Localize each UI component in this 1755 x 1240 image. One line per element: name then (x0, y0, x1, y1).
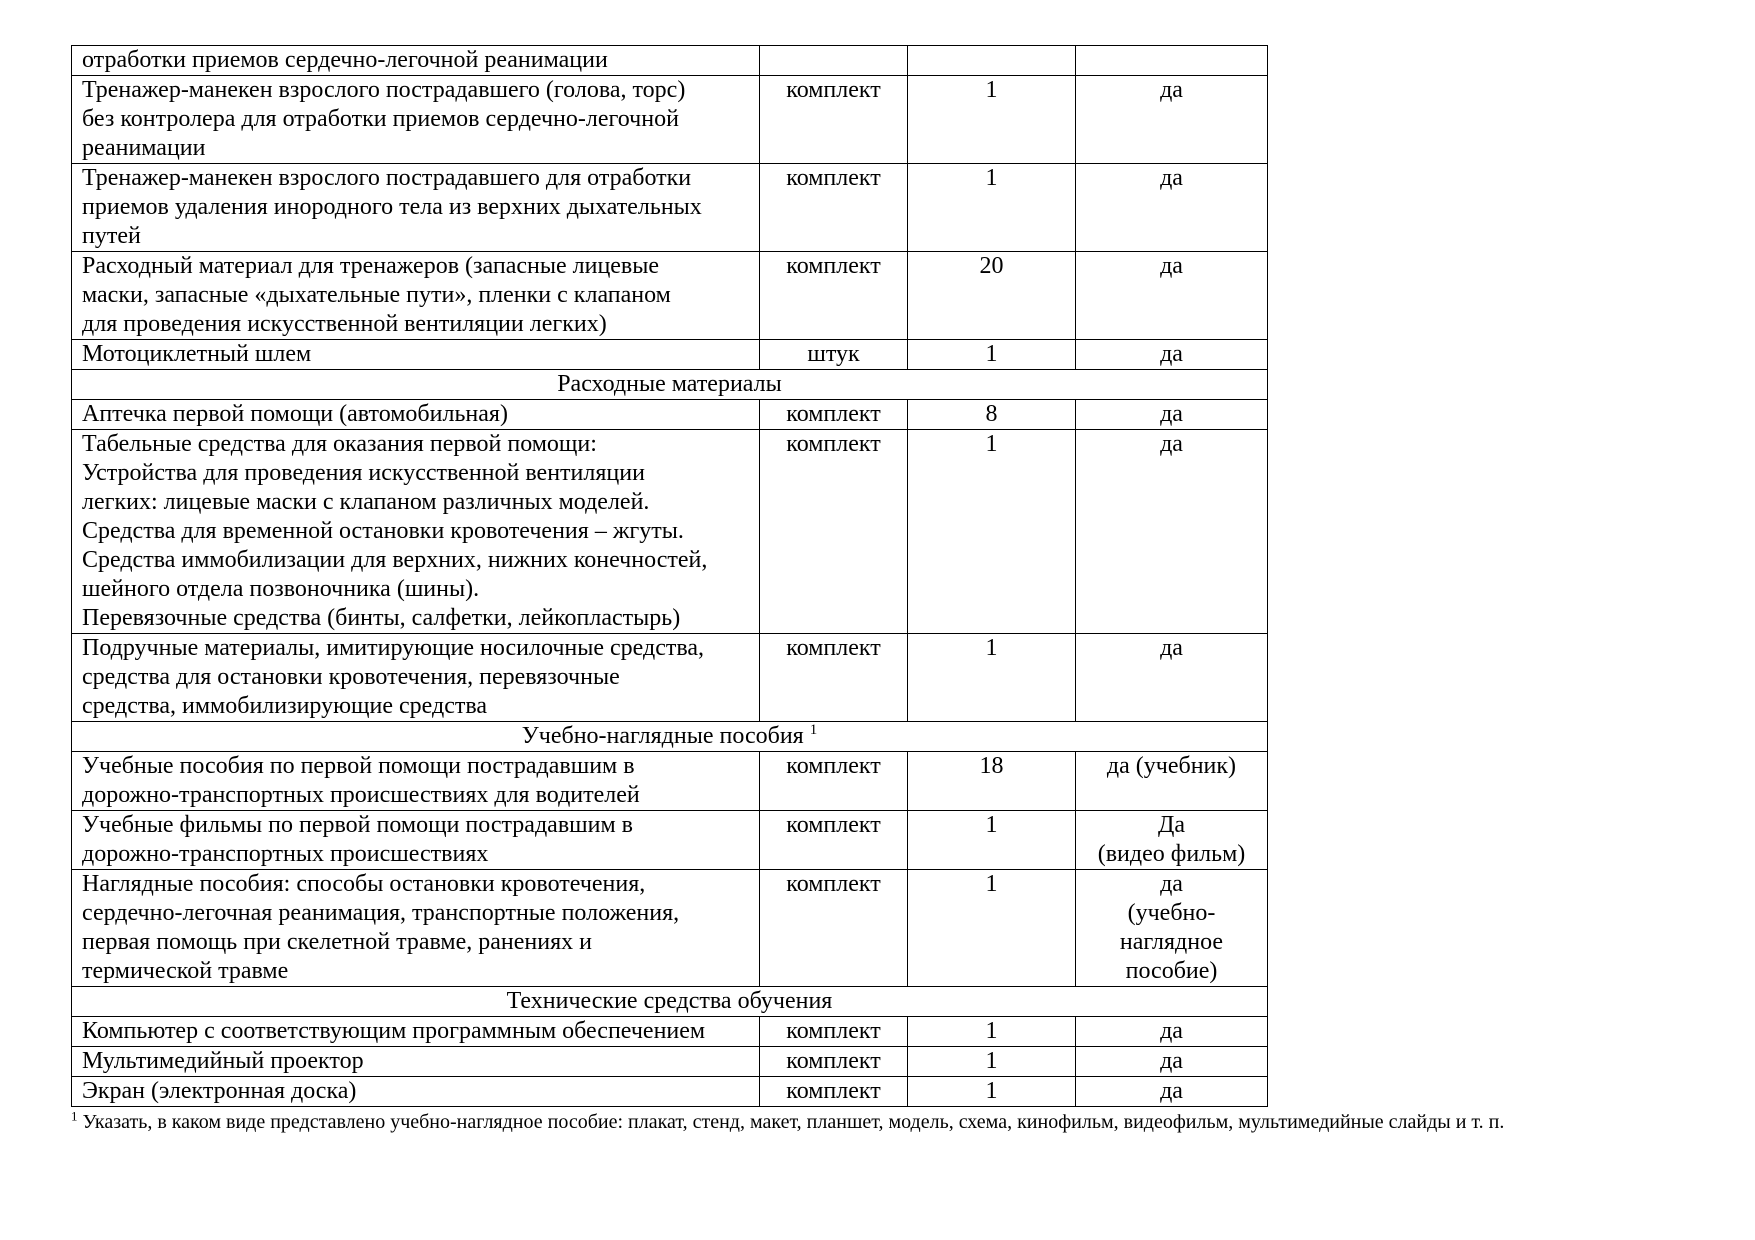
table-row (72, 811, 1268, 870)
quantity-cell: 1 (908, 1047, 1076, 1077)
quantity-cell: 20 (908, 252, 1076, 340)
unit-cell: комплект (760, 1047, 908, 1077)
availability-cell: да (1076, 164, 1268, 252)
section-row (72, 987, 1268, 1017)
item-name-cell: Наглядные пособия: способы остановки кровотечения, сердечно-легочная реанимация, транспортные положения, первая помощь при скелетной травме, ранениях и термической травме (72, 870, 760, 987)
unit-cell: комплект (760, 1017, 908, 1047)
quantity-cell: 1 (908, 870, 1076, 987)
equipment-table (71, 45, 1268, 1107)
quantity-cell: 1 (908, 1077, 1076, 1107)
unit-cell: штук (760, 340, 908, 370)
item-name-cell: Тренажер-манекен взрослого пострадавшего (голова, торс) без контролера для отработки приемов сердечно-легочной реанимации (72, 76, 760, 164)
footnote (71, 1110, 1731, 1134)
section-title-cell (72, 722, 1268, 752)
availability-cell: да (1076, 340, 1268, 370)
unit-cell: комплект (760, 430, 908, 634)
table-row (72, 1077, 1268, 1107)
availability-cell: да (1076, 430, 1268, 634)
table-row (72, 340, 1268, 370)
unit-cell: комплект (760, 400, 908, 430)
quantity-cell: 1 (908, 76, 1076, 164)
quantity-cell: 1 (908, 1017, 1076, 1047)
equipment-table-body (72, 46, 1268, 1107)
availability-cell: да (1076, 634, 1268, 722)
quantity-cell: 1 (908, 164, 1076, 252)
item-name-cell: Расходный материал для тренажеров (запасные лицевые маски, запасные «дыхательные пути», пленки с клапаном для проведения искусственной вентиляции легких) (72, 252, 760, 340)
section-title: Технические средства обучения (506, 988, 833, 1014)
table-row (72, 752, 1268, 811)
unit-cell: комплект (760, 752, 908, 811)
table-row (72, 1017, 1268, 1047)
table-row (72, 400, 1268, 430)
unit-cell (760, 46, 908, 76)
table-row (72, 1047, 1268, 1077)
table-row (72, 76, 1268, 164)
quantity-cell: 1 (908, 811, 1076, 870)
footnote-text: Указать, в каком виде представлено учебно-наглядное пособие: плакат, стенд, макет, планшет, модель, схема, кинофильм, видеофильм, мультимедийные слайды и т. п. (77, 1111, 1505, 1133)
availability-cell: да (учебно- наглядное пособие) (1076, 870, 1268, 987)
availability-cell: да (1076, 400, 1268, 430)
section-title-cell (72, 987, 1268, 1017)
footnote-ref: 1 (809, 722, 818, 738)
footnote-mark: 1 (71, 1108, 78, 1124)
availability-cell (1076, 46, 1268, 76)
availability-cell: да (1076, 76, 1268, 164)
table-row (72, 252, 1268, 340)
availability-cell: да (1076, 1017, 1268, 1047)
section-title: Учебно-наглядные пособия (521, 723, 804, 749)
item-name-cell: Мотоциклетный шлем (72, 340, 760, 370)
section-row (72, 370, 1268, 400)
table-row (72, 430, 1268, 634)
item-name-cell: Учебные пособия по первой помощи пострадавшим в дорожно-транспортных происшествиях для водителей (72, 752, 760, 811)
quantity-cell (908, 46, 1076, 76)
availability-cell: да (1076, 1047, 1268, 1077)
unit-cell: комплект (760, 164, 908, 252)
section-row (72, 722, 1268, 752)
unit-cell: комплект (760, 634, 908, 722)
item-name-cell: Подручные материалы, имитирующие носилочные средства, средства для остановки кровотечения, перевязочные средства, иммобилизирующие средства (72, 634, 760, 722)
table-row (72, 634, 1268, 722)
item-name-cell: Компьютер с соответствующим программным обеспечением (72, 1017, 760, 1047)
unit-cell: комплект (760, 1077, 908, 1107)
table-row (72, 870, 1268, 987)
quantity-cell: 18 (908, 752, 1076, 811)
section-title-cell (72, 370, 1268, 400)
quantity-cell: 8 (908, 400, 1076, 430)
table-row (72, 46, 1268, 76)
availability-cell: да (1076, 1077, 1268, 1107)
table-row (72, 164, 1268, 252)
availability-cell: да (учебник) (1076, 752, 1268, 811)
section-title: Расходные материалы (557, 371, 782, 397)
availability-cell: Да (видео фильм) (1076, 811, 1268, 870)
quantity-cell: 1 (908, 430, 1076, 634)
quantity-cell: 1 (908, 340, 1076, 370)
availability-cell: да (1076, 252, 1268, 340)
item-name-cell: Экран (электронная доска) (72, 1077, 760, 1107)
quantity-cell: 1 (908, 634, 1076, 722)
item-name-cell: Мультимедийный проектор (72, 1047, 760, 1077)
item-name-cell: Табельные средства для оказания первой помощи: Устройства для проведения искусственной вентиляции легких: лицевые маски с клапаном различных моделей. Средства для временной остановки кровотечения – жгуты. Средства иммобилизации для верхних, нижних конечностей, шейного отдела позвоночника (шины). Перевязочные средства (бинты, салфетки, лейкопластырь) (72, 430, 760, 634)
unit-cell: комплект (760, 252, 908, 340)
unit-cell: комплект (760, 870, 908, 987)
unit-cell: комплект (760, 76, 908, 164)
item-name-cell: Аптечка первой помощи (автомобильная) (72, 400, 760, 430)
item-name-cell: Учебные фильмы по первой помощи пострадавшим в дорожно-транспортных происшествиях (72, 811, 760, 870)
item-name-cell: отработки приемов сердечно-легочной реанимации (72, 46, 760, 76)
unit-cell: комплект (760, 811, 908, 870)
item-name-cell: Тренажер-манекен взрослого пострадавшего для отработки приемов удаления инородного тела из верхних дыхательных путей (72, 164, 760, 252)
